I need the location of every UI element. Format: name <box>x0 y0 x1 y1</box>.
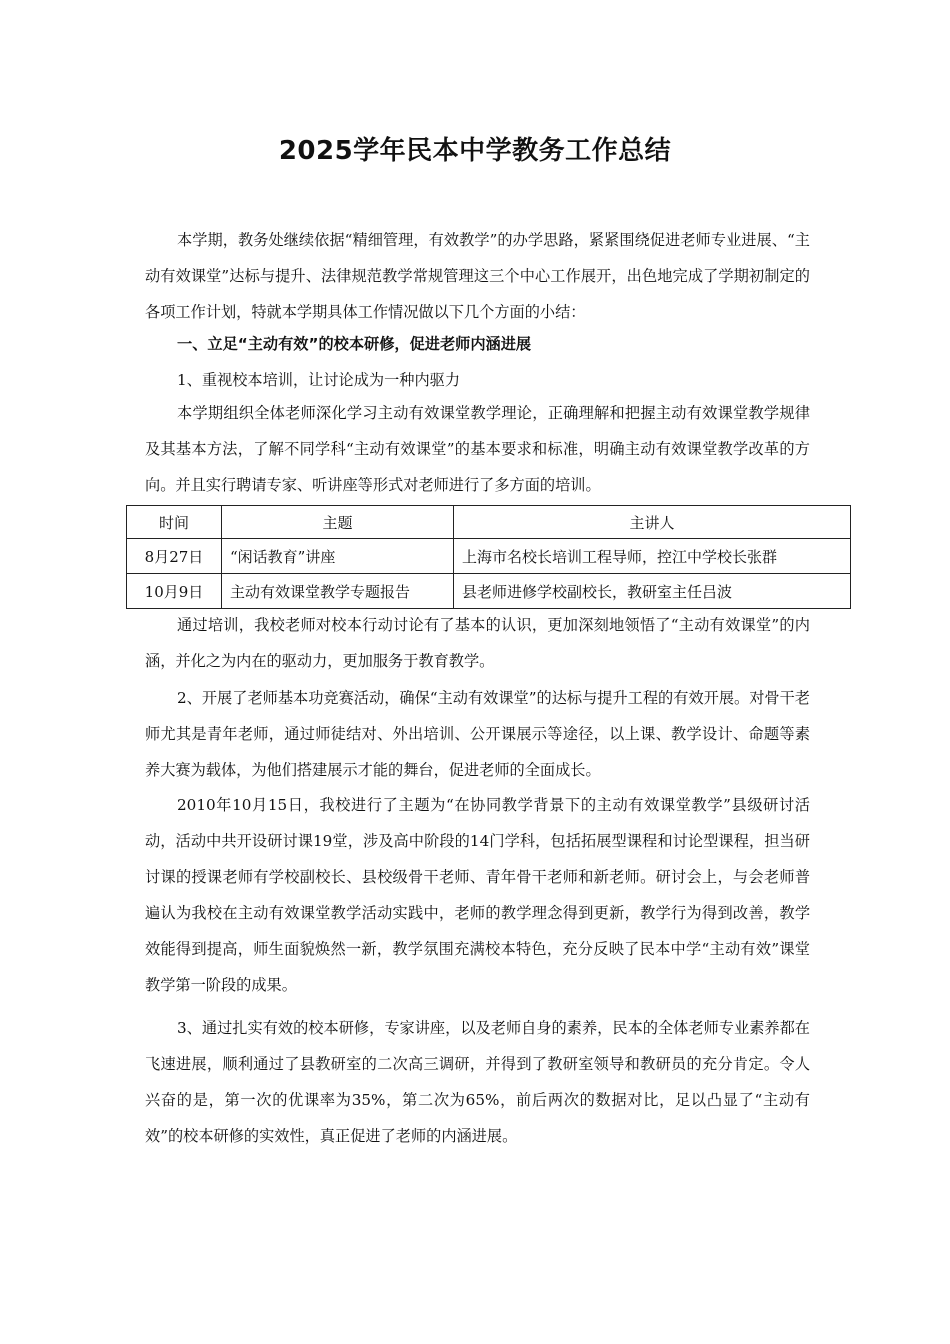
table-cell-date: 10月9日 <box>127 574 222 609</box>
table-row <box>127 574 851 609</box>
training-table <box>126 505 851 609</box>
section-heading-1: 一、立足“主动有效”的校本研修，促进老师内涵进展 <box>177 335 532 353</box>
table-cell-speaker: 县老师进修学校副校长，教研室主任吕波 <box>454 574 851 609</box>
table-cell-date: 8月27日 <box>127 539 222 574</box>
research-result-paragraph: 3、通过扎实有效的校本研修，专家讲座，以及老师自身的素养，民本的全体老师专业素养都在飞速进展，顺利通过了县教研室的二次高三调研，并得到了教研室领导和教研员的充分肯定。令人兴奋的是，第一次的优课率为35%，第二次为65%，前后两次的数据对比，足以凸显了“主动有效”的校本研修的实效性，真正促进了老师的内涵进展。 <box>145 1019 810 1145</box>
table-header-cell: 主讲人 <box>454 506 851 539</box>
training-paragraph: 本学期组织全体老师深化学习主动有效课堂教学理论，正确理解和把握主动有效课堂教学规律及其基本方法，了解不同学科“主动有效课堂”的基本要求和标准，明确主动有效课堂教学改革的方向。并且实行聘请专家、听讲座等形式对老师进行了多方面的培训。 <box>145 404 810 494</box>
document-title: 2025学年民本中学教务工作总结 <box>278 136 672 166</box>
training-result-paragraph: 通过培训，我校老师对校本行动讨论有了基本的认识，更加深刻地领悟了“主动有效课堂”的内涵，并化之为内在的驱动力，更加服务于教育教学。 <box>145 616 810 670</box>
table-cell-topic: “闲话教育”讲座 <box>222 539 454 574</box>
table-header-cell: 主题 <box>222 506 454 539</box>
intro-paragraph: 本学期，教务处继续依据“精细管理，有效教学”的办学思路，紧紧围绕促进老师专业进展、“主动有效课堂”达标与提升、法律规范教学常规管理这三个中心工作展开，出色地完成了学期初制定的各项工作计划，特就本学期具体工作情况做以下几个方面的小结： <box>145 231 810 321</box>
table-row <box>127 539 851 574</box>
table-header-row <box>127 506 851 539</box>
subheading-1: 1、重视校本培训，让讨论成为一种内驱力 <box>177 371 461 389</box>
competition-paragraph: 2、开展了老师基本功竞赛活动，确保“主动有效课堂”的达标与提升工程的有效开展。对骨干老师尤其是青年老师，通过师徒结对、外出培训、公开课展示等途径，以上课、教学设计、命题等素养大赛为载体，为他们搭建展示才能的舞台，促进老师的全面成长。 <box>145 689 810 779</box>
table-header-cell: 时间 <box>127 506 222 539</box>
table-cell-topic: 主动有效课堂教学专题报告 <box>222 574 454 609</box>
table-cell-speaker: 上海市名校长培训工程导师，控江中学校长张群 <box>454 539 851 574</box>
seminar-paragraph: 2010年10月15日，我校进行了主题为“在协同教学背景下的主动有效课堂教学”县级研讨活动，活动中共开设研讨课19堂，涉及高中阶段的14门学科，包括拓展型课程和讨论型课程，担当研讨课的授课老师有学校副校长、县校级骨干老师、青年骨干老师和新老师。研讨会上，与会老师普遍认为我校在主动有效课堂教学活动实践中，老师的教学理念得到更新，教学行为得到改善，教学效能得到提高，师生面貌焕然一新，教学氛围充满校本特色，充分反映了民本中学“主动有效”课堂教学第一阶段的成果。 <box>145 796 810 994</box>
